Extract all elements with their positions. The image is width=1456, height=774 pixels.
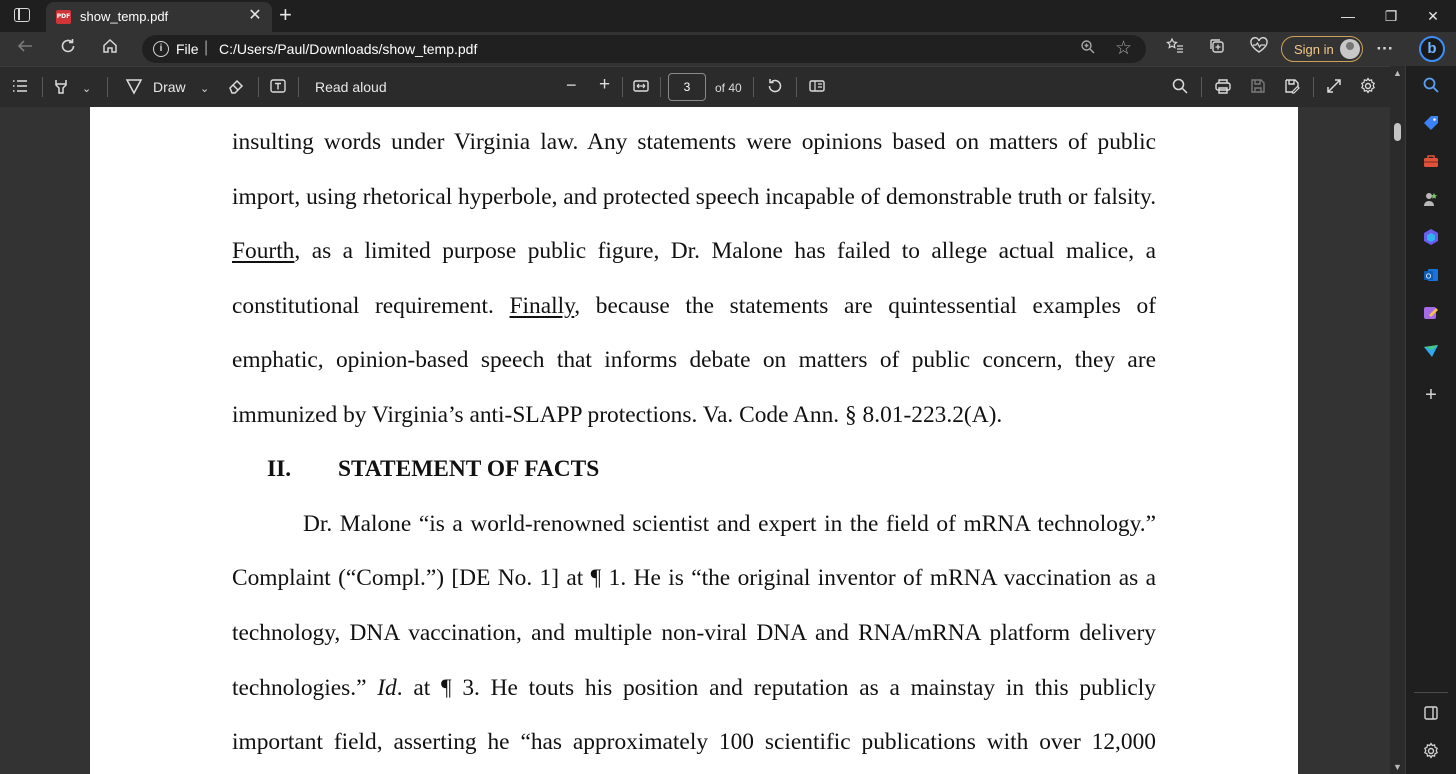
- line-prefix: constitutional requirement.: [232, 293, 510, 319]
- sidebar-divider: [1414, 692, 1448, 693]
- text-box-icon[interactable]: [269, 77, 287, 101]
- tab-title: show_temp.pdf: [80, 9, 169, 24]
- rotate-icon[interactable]: [766, 77, 784, 101]
- page-number-input[interactable]: 3: [668, 73, 706, 101]
- tab-close-icon[interactable]: ✕: [248, 7, 262, 24]
- read-aloud-button[interactable]: Read aloud: [315, 79, 387, 95]
- address-url[interactable]: C:/Users/Paul/Downloads/show_temp.pdf: [219, 41, 478, 57]
- zoom-out-button[interactable]: −: [566, 75, 577, 95]
- drop-icon[interactable]: [1420, 342, 1442, 364]
- restore-button[interactable]: ❐: [1384, 8, 1398, 24]
- save-icon: [1249, 77, 1267, 101]
- line-text: . at ¶ 3. He touts his position and reputation as a mainstay in this publicly: [396, 675, 1156, 701]
- address-separator: |: [204, 39, 209, 56]
- toolbar-divider: [1201, 77, 1202, 97]
- page-view-icon[interactable]: [808, 77, 826, 101]
- full-screen-icon[interactable]: [1325, 77, 1343, 101]
- designer-icon[interactable]: [1420, 304, 1442, 326]
- m365-icon[interactable]: [1420, 228, 1442, 250]
- more-options-icon[interactable]: ···: [1376, 39, 1394, 58]
- document-line: [232, 673, 1156, 703]
- tab-show-temp-pdf[interactable]: [46, 2, 272, 32]
- draw-icon[interactable]: [125, 77, 143, 101]
- address-bar[interactable]: [142, 35, 1146, 63]
- line-text: , as a limited purpose public figure, Dr. Malone has failed to allege actual malice, a: [294, 238, 1156, 264]
- outlook-icon[interactable]: [1420, 266, 1442, 288]
- profile-avatar-icon: [1340, 39, 1360, 59]
- underlined-term: Fourth: [232, 238, 295, 264]
- section-number: II.: [267, 456, 292, 482]
- find-search-icon[interactable]: [1171, 77, 1189, 101]
- italic-citation: Id: [377, 675, 397, 701]
- document-line: [232, 236, 1156, 266]
- scroll-down-arrow-icon[interactable]: ▼: [1393, 762, 1402, 772]
- pdf-viewport[interactable]: [0, 107, 1390, 774]
- toolbar-divider: [258, 77, 259, 97]
- shopping-tag-icon[interactable]: [1420, 114, 1442, 136]
- highlight-dropdown-chevron-icon[interactable]: ⌄: [82, 83, 92, 95]
- draw-label[interactable]: Draw: [153, 79, 186, 95]
- line-prefix: technologies.”: [232, 675, 378, 701]
- document-line: technology, DNA vaccination, and multiple non-viral DNA and RNA/mRNA platform delivery: [232, 620, 1156, 646]
- toolbar-divider: [298, 77, 299, 97]
- title-bar: [0, 0, 1456, 32]
- document-line: [232, 291, 1156, 321]
- toolbar-divider: [107, 77, 108, 97]
- document-line: Dr. Malone “is a world-renowned scientist and expert in the field of mRNA technology.”: [303, 511, 1156, 537]
- draw-dropdown-chevron-icon[interactable]: ⌄: [200, 83, 210, 95]
- pdf-toolbar: [0, 66, 1405, 107]
- zoom-in-button[interactable]: +: [599, 74, 611, 95]
- favorites-icon[interactable]: [1162, 37, 1188, 61]
- browser-essentials-icon[interactable]: [1246, 37, 1272, 61]
- line-text: , because the statements are quintessential examples of: [574, 293, 1157, 319]
- minimize-button[interactable]: —: [1341, 8, 1355, 24]
- document-line: important field, asserting he “has approximately 100 scientific publications with over 12,000: [232, 729, 1156, 755]
- toolbar-divider: [622, 77, 623, 97]
- toolbar-divider: [796, 77, 797, 97]
- settings-icon[interactable]: [1420, 742, 1442, 764]
- print-icon[interactable]: [1214, 77, 1232, 101]
- toolbox-icon[interactable]: [1420, 152, 1442, 174]
- document-line: Complaint (“Compl.”) [DE No. 1] at ¶ 1. He is “the original inventor of mRNA vaccination as a: [232, 565, 1156, 591]
- scrollbar-thumb[interactable]: [1394, 123, 1401, 141]
- document-line: import, using rhetorical hyperbole, and protected speech incapable of demonstrable truth or falsity.: [232, 184, 1157, 210]
- fit-to-width-icon[interactable]: [632, 77, 650, 101]
- document-line: immunized by Virginia’s anti-SLAPP protections. Va. Code Ann. § 8.01-223.2(A).: [232, 402, 1003, 428]
- games-icon[interactable]: [1420, 190, 1442, 212]
- search-icon[interactable]: [1420, 76, 1442, 98]
- back-icon[interactable]: [12, 37, 38, 61]
- bing-copilot-icon[interactable]: b: [1419, 36, 1445, 62]
- scroll-up-arrow-icon[interactable]: ▲: [1393, 68, 1402, 78]
- document-line: insulting words under Virginia law. Any statements were opinions based on matters of public: [232, 129, 1156, 155]
- toolbar-divider: [42, 77, 43, 97]
- new-tab-button[interactable]: +: [279, 2, 292, 27]
- svg-text:O: O: [1425, 272, 1432, 281]
- collections-icon[interactable]: [1204, 37, 1230, 61]
- toolbar-divider: [1313, 77, 1314, 97]
- site-info-icon[interactable]: i: [153, 41, 169, 57]
- address-scheme: File: [176, 41, 199, 57]
- refresh-icon[interactable]: [55, 37, 81, 61]
- underlined-term: Finally: [509, 293, 575, 319]
- navigation-bar: [0, 32, 1456, 66]
- page-total-label: of 40: [715, 81, 742, 95]
- edge-sidebar: [1405, 66, 1456, 774]
- document-line: emphatic, opinion-based speech that informs debate on matters of public concern, they are: [232, 347, 1156, 373]
- vertical-scrollbar[interactable]: [1390, 66, 1405, 774]
- home-icon[interactable]: [97, 37, 123, 61]
- eraser-icon[interactable]: [227, 77, 245, 101]
- zoom-icon[interactable]: [1080, 39, 1096, 60]
- sign-in-button[interactable]: [1281, 36, 1363, 62]
- toolbar-divider: [753, 77, 754, 97]
- sign-in-label: Sign in: [1294, 42, 1334, 57]
- split-screen-icon[interactable]: [1420, 704, 1442, 726]
- section-heading: STATEMENT OF FACTS: [338, 456, 600, 482]
- toolbar-divider: [660, 77, 661, 97]
- highlight-icon[interactable]: [52, 77, 70, 101]
- save-as-icon[interactable]: [1283, 77, 1301, 101]
- pdf-file-icon: PDF: [56, 10, 71, 24]
- tab-actions-icon[interactable]: [14, 8, 30, 22]
- contents-list-icon[interactable]: [11, 77, 29, 101]
- pdf-page: [90, 107, 1298, 774]
- close-window-button[interactable]: ✕: [1427, 8, 1439, 24]
- add-icon[interactable]: +: [1425, 384, 1437, 406]
- pdf-settings-gear-icon[interactable]: [1359, 77, 1377, 101]
- favorite-star-icon[interactable]: ☆: [1114, 38, 1132, 59]
